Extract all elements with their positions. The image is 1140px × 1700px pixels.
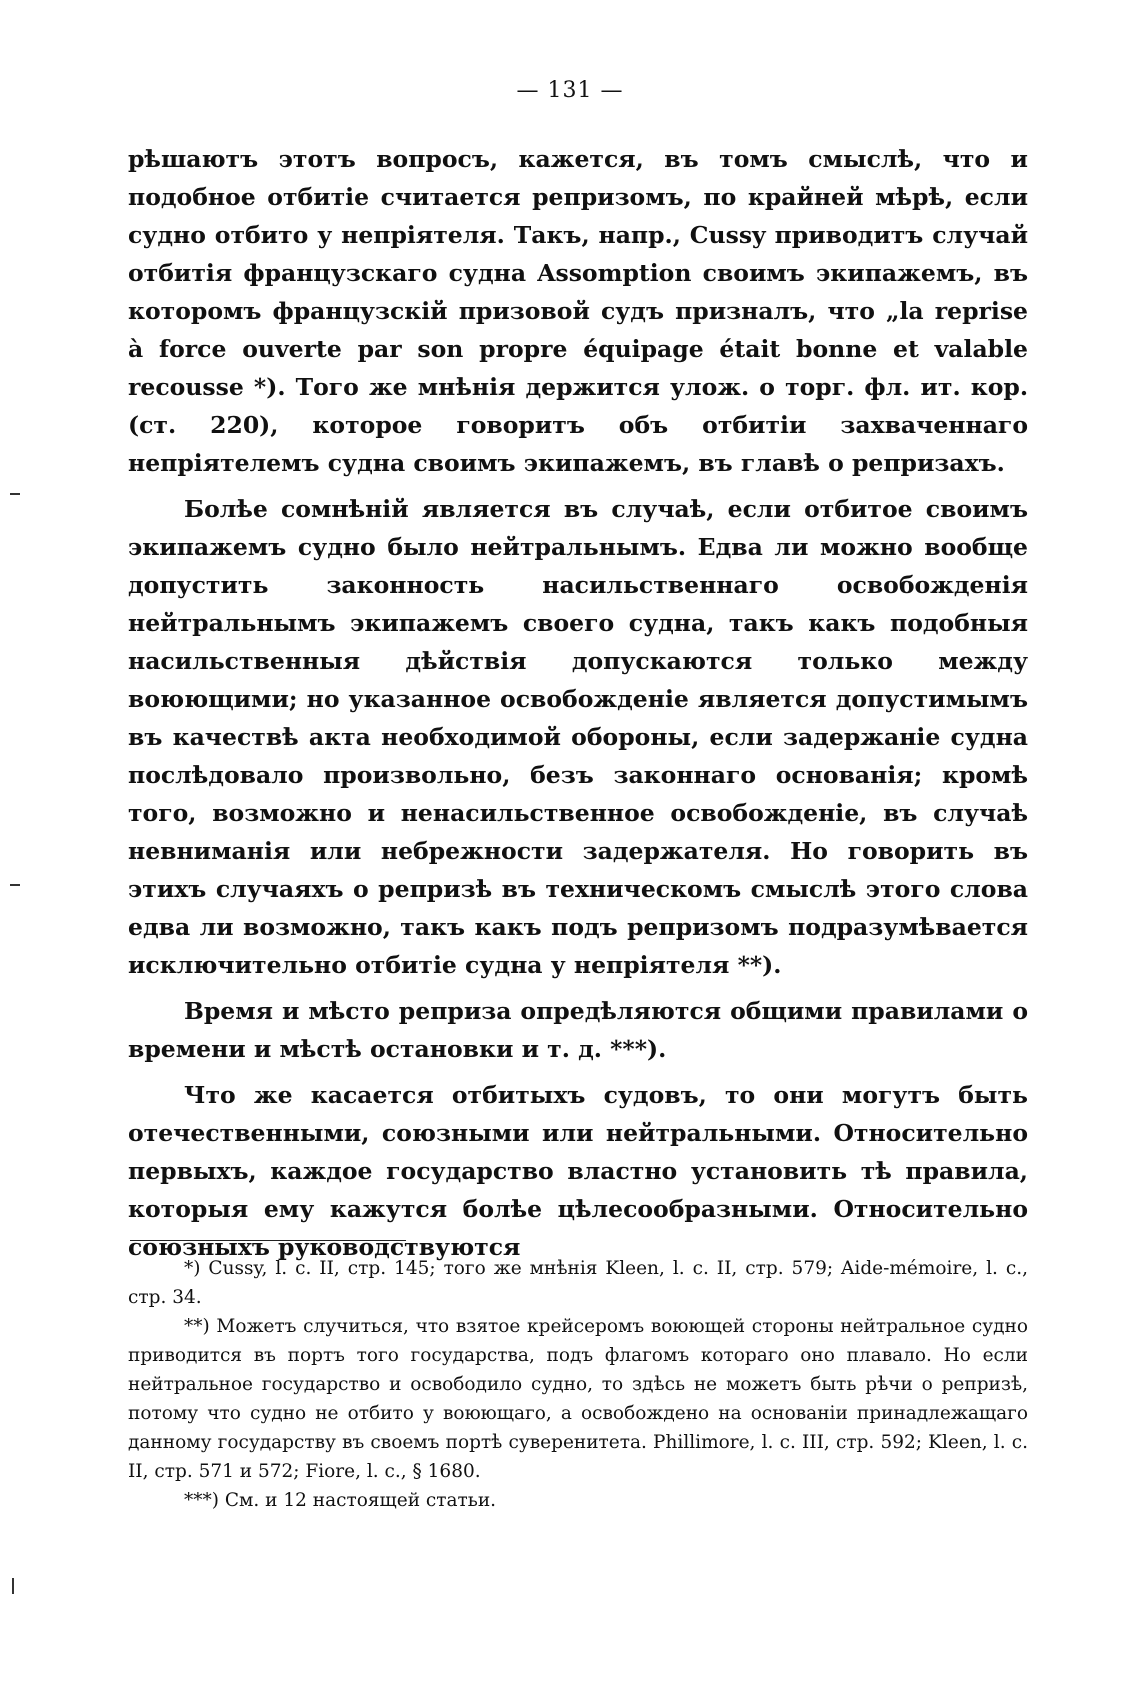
paragraph-2: Болѣе сомнѣній является въ случаѣ, если отбитое своимъ экипажемъ судно было нейтральнымъ. Едва ли можно вообще допустить законность насильственнаго освобожденія нейтральнымъ экипажемъ своего судна, такъ какъ подобныя насильственныя дѣйствія допускаются только между воюющими; но указанное освобожденіе является допустимымъ въ качествѣ акта необходимой обороны, если задержаніе судна послѣдовало произвольно, безъ законнаго основанія; кромѣ того, возможно и ненасильственное освобожденіе, въ случаѣ невниманія или небрежности задержателя. Но говорить въ этихъ случаяхъ о репризѣ въ техническомъ смыслѣ этого слова едва ли возможно, такъ какъ подъ репризомъ подразумѣвается исключительно отбитіе судна у непріятеля **). xyxy=(128,495,1028,979)
scan-margin-mark xyxy=(10,493,20,495)
footnote-divider xyxy=(130,1240,406,1241)
footnote-2: **) Можетъ случиться, что взятое крейсеромъ воюющей стороны нейтральное судно приводится въ портъ того государства, подъ флагомъ котораго оно плавало. Но если нейтральное государство и освободило судно, то здѣсь не можетъ быть рѣчи о репризѣ, потому что судно не отбито у воюющаго, а освобождено на основаніи принадлежащаго данному государству въ своемъ портѣ суверенитета. Phillimore, l. c. III, стр. 592; Kleen, l. c. II, стр. 571 и 572; Fiore, l. c., § 1680. xyxy=(128,1316,1028,1482)
scan-margin-mark xyxy=(12,1578,14,1594)
body-text xyxy=(128,140,1028,1266)
footnote-3: ***) См. и 12 настоящей статьи. xyxy=(184,1490,497,1511)
paragraph-3: Время и мѣсто реприза опредѣляются общими правилами о времени и мѣстѣ остановки и т. д. ***). xyxy=(128,997,1028,1063)
paragraph-1: рѣшаютъ этотъ вопросъ, кажется, въ томъ смыслѣ, что и подобное отбитіе считается репризомъ, по крайней мѣрѣ, если судно отбито у непріятеля. Такъ, напр., Cussy приводитъ случай отбитія французскаго судна Assomption своимъ экипажемъ, въ которомъ французскій призовой судъ призналъ, что „la reprise à force ouverte par son propre équipage était bonne et valable recousse *). Того же мнѣнія держится улож. о торг. фл. ит. кор. (ст. 220), которое говоритъ объ отбитіи захваченнаго непріятелемъ судна своимъ экипажемъ, въ главѣ о репризахъ. xyxy=(128,145,1028,477)
paragraph-4: Что же касается отбитыхъ судовъ, то они могутъ быть отечественными, союзными или нейтральными. Относительно первыхъ, каждое государство властно установить тѣ правила, которыя ему кажутся болѣе цѣлесообразными. Относительно союзныхъ руководствуются xyxy=(128,1081,1028,1261)
footnotes xyxy=(128,1254,1028,1515)
page-number: — 131 — xyxy=(516,78,624,103)
scan-margin-mark xyxy=(10,884,20,886)
footnote-1: *) Cussy, l. c. II, стр. 145; того же мнѣнія Kleen, l. c. II, стр. 579; Aide-mémoire, l. c., стр. 34. xyxy=(128,1258,1028,1308)
